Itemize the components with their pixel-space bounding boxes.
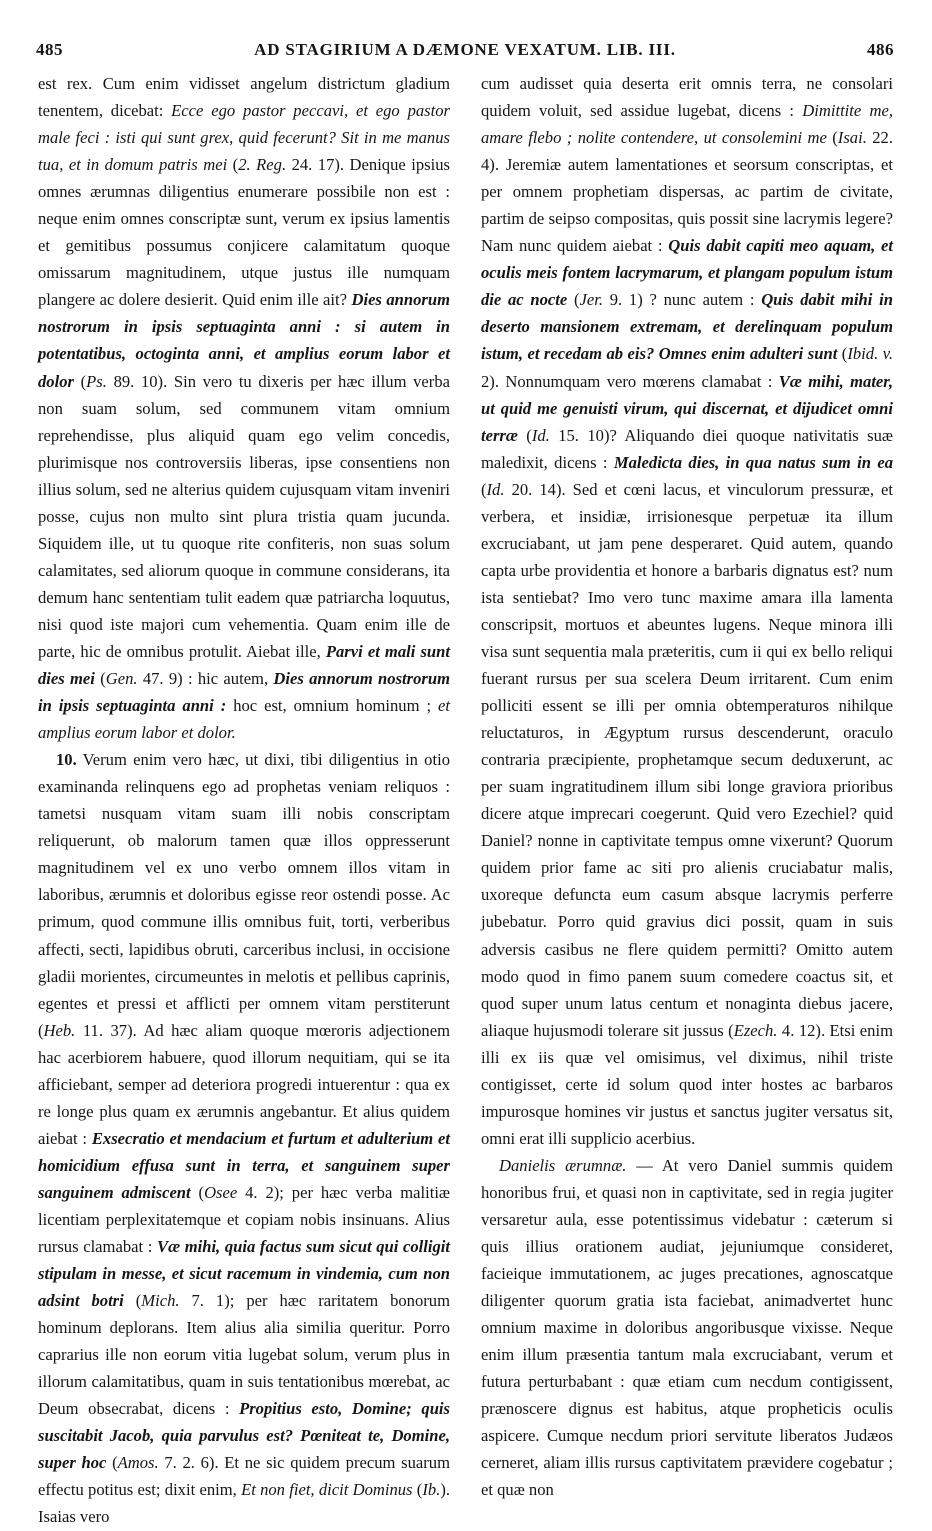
- scripture-quote: et amplius eorum labor et dolor.: [38, 696, 450, 743]
- text-run: (: [837, 344, 848, 364]
- scripture-quote: Væ mihi, quia factus sum sicut qui colligit stipulam in messe, et sicut racemum in vindemia, cum non adsint botri: [38, 1237, 450, 1311]
- text-run: 24. 17). Denique ipsius omnes ærumnas diligentius enumerare possibile non est : neque enim omnes conscriptæ sunt, verum ex ipsius lamentis et gemitibus possumus conjicere calamitatum quoque omissarum magnitudinem, utque justus ille numquam plangere ac dolere desierit. Quid enim ille ait?: [38, 155, 450, 310]
- citation-book: Amos.: [117, 1453, 159, 1473]
- text-run: 22. 4). Jeremiæ autem lamentationes et seorsum conscriptas, et per omnem prophetiam dispersas, ac partim de civitate, partim de seipso compositas, quis possit sine lacrymis legere? Nam nunc quidem aiebat :: [481, 128, 893, 256]
- citation-book: Id.: [531, 425, 550, 445]
- text-run: 89. 10). Sin vero tu dixeris per hæc illum verba non suam solum, sed communem vitam omnium reprehendisse, plus aliquid quam ego velim concedis, plurimisque nos controversiis liberas, ipse consentiens non illius solum, sed ne alterius quidem cujusquam vitam inveniri posse, cujus non multo sint plura tristia quam jucunda. Siquidem ille, ut tu quoque rite confiteris, non suas solum calamitates, sed aliorum quoque in commune considerans, ita demum hanc sententiam tulit eadem quæ patriarcha loquutus, nisi quod iste majori cum vehementia. Quam enim ille de parte, hic de omnibus protulit. Aiebat ille,: [38, 371, 450, 661]
- scripture-quote: Quis dabit mihi in deserto mansionem extremam, et derelinquam populum istum, et recedam ab eis? Omnes enim adulteri sunt: [481, 290, 893, 364]
- text-run: Verum enim vero hæc, ut dixi, tibi diligentius in otio examinanda relinquens ego ad prophetas veniam reliquos : tametsi nusquam vitam suam illi nobis conscriptam reliquerunt, ob malorum tamen quæ illos oppresserunt magnitudinem vel ex uno verbo omnem illos vitam in laboribus, ærumnis et doloribus egisse reor ostendi posse. Ac primum, quod commune illis omnibus fuit, torti, verberibus affecti, secti, lapidibus obruti, carceribus inclusi, in occisione gladii morientes, circumeuntes in melotis et pellibus caprinis, egentes et pressi et afflicti per omnem vitam perstiterunt (: [38, 750, 450, 1040]
- section-heading: Danielis ærumnæ.: [499, 1155, 627, 1175]
- text-run: cum audisset quia deserta erit omnis terra, ne consolari quidem voluit, sed assidue lugebat, dicens :: [481, 74, 893, 121]
- text-run: (: [412, 1480, 423, 1500]
- scripture-quote: Ecce ego pastor peccavi, et ego pastor male feci : isti qui sunt grex, quid fecerunt? Sit in me manus tua, et in domum patris mei: [38, 101, 450, 175]
- text-run: 7. 2. 6). Et ne sic quidem precum suarum effectu potitus est; dixit enim,: [38, 1453, 450, 1500]
- paragraph: [38, 746, 450, 1530]
- text-run: (: [123, 1291, 142, 1311]
- scripture-quote: Quis dabit capiti meo aquam, et oculis meis fontem lacrymarum, et plangam populum istum die ac nocte: [481, 236, 893, 310]
- scripture-quote: Dies annorum nostrorum in ipsis septuaginta anni :: [38, 669, 450, 716]
- citation-book: Ps.: [86, 371, 107, 391]
- citation-book: Ibid. v.: [847, 344, 893, 364]
- right-column: [481, 70, 893, 1503]
- text-run: 4. 2); per hæc verba malitiæ licentiam perplexitatemque et copiam nobis insinuans. Alius rursus clamabat :: [38, 1182, 450, 1257]
- scripture-quote: Maledicta dies, in qua natus sum in ea: [613, 452, 893, 472]
- text-run: (: [106, 1453, 118, 1473]
- text-run: (: [73, 371, 87, 391]
- citation-book: Ib.: [422, 1480, 441, 1500]
- text-run: est rex. Cum enim vidisset angelum districtum gladium tenentem, dicebat:: [38, 74, 450, 121]
- text-run: 15. 10)? Aliquando diei quoque nativitatis suæ maledixit, dicens :: [481, 425, 893, 472]
- scripture-quote: Væ mihi, mater, ut quid me genuisti virum, qui discernat, et dijudicet omni terræ: [481, 371, 893, 445]
- citation-book: Osee: [204, 1182, 238, 1202]
- text-run: 7. 1); per hæc raritatem bonorum hominum deplorans. Item alius alia similia queritur. Porro caprarius ille non eorum vitia lugebat solum, verum plus in illorum calamitatibus, quam in suis tentationibus mœrebat, ac Deum obsecrabat, dicens :: [38, 1291, 451, 1419]
- scripture-quote: Exsecratio et mendacium et furtum et adulterium et homicidium effusa sunt in terra, et sanguinem super sanguinem admiscent: [38, 1128, 450, 1202]
- text-run: hoc est, omnium hominum ;: [226, 696, 439, 716]
- text-run: (: [567, 290, 580, 310]
- text-run: (: [517, 425, 532, 445]
- citation-book: Isai.: [837, 128, 867, 148]
- citation-book: Id.: [486, 479, 505, 499]
- text-run: 11. 37). Ad hæc aliam quoque mœroris adjectionem hac acerbiorem habuere, quod illorum nequitiam, qui se ita afficiebant, semper ad deteriora progredi intuerentur : qua ex re longe plus quam ex ærumnis angebantur. Et alius quidem aiebat :: [38, 1020, 450, 1148]
- text-run: (: [190, 1182, 205, 1202]
- text-run: — At vero Daniel summis quidem honoribus frui, et quasi non in captivitate, sed in regia jugiter versaretur aula, esse potentissimus videbatur : cæterum si quis illius orationem audiat, jejuniumque consideret, facieique immutationem, ac juges precationes, agnoscatque diligenter quorum gratia ista faciebat, animadvertet hunc omnium maxime in doloribus angoribusque vixisse. Neque enim illum præsentia tantum mala excruciabant, verum et futura perturbabant : quæ etiam cum necdum contigissent, prænoscere dignus est habitus, atque propheticis oculis aspicere. Cumque necdum priori servitute liberatos Judæos cerneret, aliam illis rursus captivitatem prævidere cogebatur ; et quæ non: [481, 1155, 893, 1500]
- paragraph: [481, 1152, 893, 1504]
- paragraph: [38, 70, 450, 746]
- citation-book: Jer.: [579, 290, 604, 310]
- scripture-quote: Et non fiet, dicit Dominus: [241, 1480, 413, 1500]
- text-run: 9. 1) ? nunc autem :: [603, 290, 762, 310]
- citation-book: Heb.: [43, 1020, 76, 1040]
- text-run: (: [94, 669, 106, 689]
- text-run: (: [227, 155, 239, 175]
- text-run: (: [481, 479, 487, 499]
- page-number-left: 485: [36, 40, 63, 59]
- scripture-quote: Propitius esto, Domine; quis suscitabit Jacob, quia parvulus est? Pœniteat te, Domine, super hoc: [38, 1399, 450, 1473]
- running-title: AD STAGIRIUM A DÆMONE VEXATUM. LIB. III.: [254, 40, 676, 59]
- citation-book: Gen.: [105, 669, 138, 689]
- paragraph: [481, 70, 893, 1152]
- scripture-quote: Dies annorum nostrorum in ipsis septuaginta anni : si autem in potentatibus, octoginta anni, et amplius eorum labor et dolor: [38, 290, 450, 391]
- text-run: 20. 14). Sed et cœni lacus, et vinculorum pressuræ, et verbera, et insidiæ, irrisionesque perpetuæ ita illum excruciabant, ut jam pene desperaret. Quid autem, quando capta urbe providentia et honore a barbaris dignatus est? num ista sentiebat? Imo vero tunc maxime amara illa lamenta conscripsit, mortuos et abeuntes lugens. Neque minora illi visa sunt sequentia mala præteritis, cum ii qui ex bello reliqui fuerant rursus per sua scelera Deum irritarent. Cum enim polliciti essent se illi per omnia obtemperaturos nihilque reluctaturos, in Ægyptum rursus descenderunt, oraculo contraria præcipiente, prophetamque secum deduxerunt, ac per suam ingratitudinem illum sibi longe graviora prioribus dicere atque imprecari coegerunt. Quid vero Ezechiel? quid Daniel? nonne in captivitate tempus omne vixerunt? Quorum quidem prior fame ac siti pro alienis cruciabatur malis, uxoreque defuncta eum casum absque lacrymis perferre jubebatur. Porro quid gravius dici possit, quam in suis adversis casibus ne flere quidem permitti? Omitto autem modo quod in fimo panem suum comedere coactus sit, et quod super unum latus centum et nonaginta diebus jacere, aliaque hujusmodi tolerare sit jussus (: [481, 479, 893, 1040]
- citation-book: Ezech.: [733, 1020, 778, 1040]
- text-run: ). Isaias vero: [38, 1480, 450, 1527]
- scripture-quote: Parvi et mali sunt dies mei: [38, 641, 450, 689]
- page-number-right: 486: [867, 40, 894, 59]
- text-run: 4. 12). Etsi enim illi ex iis quæ vel omisimus, vel diximus, nihil triste contigisset, certe id solum quod inter hostes ac barbaros impurosque homines vir justus et sanctus jugiter versatus sit, omni erat illi supplicio acerbius.: [481, 1020, 893, 1148]
- running-header: [36, 40, 894, 68]
- text-run: 47. 9) : hic autem,: [137, 669, 274, 689]
- scripture-quote: Dimittite me, amare flebo ; nolite contendere, ut consolemini me: [481, 101, 893, 148]
- left-column: [38, 70, 450, 1531]
- citation-book: 2. Reg.: [238, 155, 287, 175]
- text-run: 2). Nonnumquam vero mœrens clamabat :: [481, 371, 779, 391]
- text-run: (: [826, 128, 838, 148]
- citation-book: Mich.: [141, 1291, 180, 1311]
- section-number: 10.: [56, 750, 77, 770]
